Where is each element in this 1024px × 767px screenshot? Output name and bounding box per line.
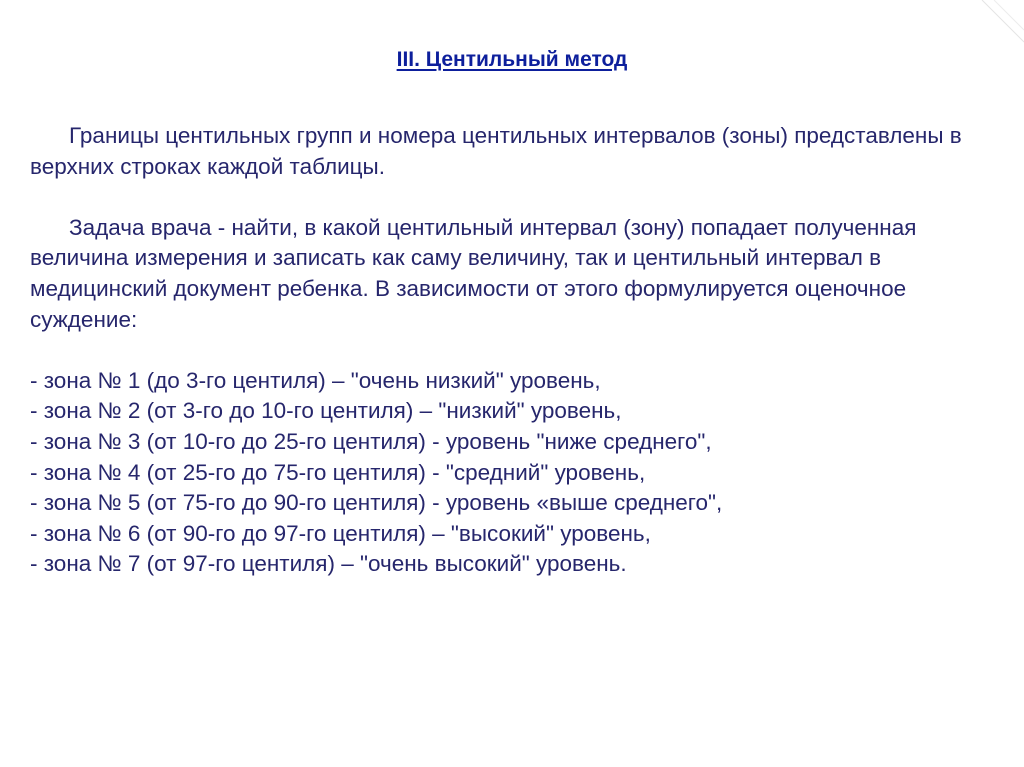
slide-title: III. Центильный метод <box>396 48 628 71</box>
paragraph-doctor-task: Задача врача - найти, в какой центильный интервал (зону) попадает полученная величина измерения и записать как саму величину, так и центильный интервал в медицинский документ ребенка. В зависимости от этого формулируется оценочное суждение: <box>30 214 917 332</box>
zone-item-4: - зона № 4 (от 25-го до 75-го центиля) - "средний" уровень, <box>30 459 646 485</box>
zone-item-1: - зона № 1 (до 3-го центиля) – "очень низкий" уровень, <box>30 367 601 393</box>
zone-item-3: - зона № 3 (от 10-го до 25-го центиля) - уровень "ниже среднего", <box>30 428 712 454</box>
zone-item-6: - зона № 6 (от 90-го до 97-го центиля) – "высокий" уровень, <box>30 520 651 546</box>
zone-item-5: - зона № 5 (от 75-го до 90-го центиля) - уровень «выше среднего", <box>30 490 723 516</box>
zone-item-7: - зона № 7 (от 97-го центиля) – "очень высокий" уровень. <box>30 551 627 577</box>
zone-list <box>30 366 1000 580</box>
paragraph-centile-groups: Границы центильных групп и номера центильных интервалов (зоны) представлены в верхних строках каждой таблицы. <box>30 123 962 179</box>
zone-item-2: - зона № 2 (от 3-го до 10-го центиля) – "низкий" уровень, <box>30 398 622 424</box>
slide-content <box>30 121 1000 580</box>
